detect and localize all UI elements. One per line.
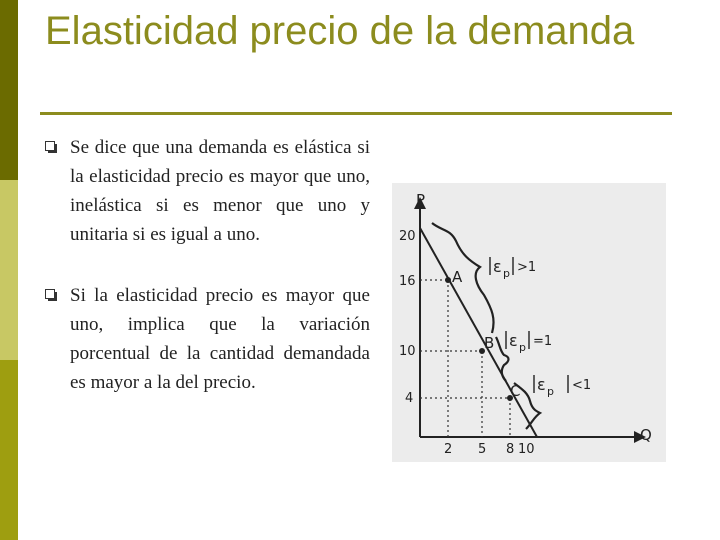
- svg-text:p: p: [503, 267, 510, 280]
- bullet-text: Si la elasticidad precio es mayor que uno, implica que la variación porcentual de la cantidad demandada es mayor a la del precio.: [70, 285, 370, 393]
- point-label: B: [484, 334, 495, 352]
- square-bullet-icon: [45, 141, 55, 151]
- svg-text:p: p: [519, 341, 526, 354]
- svg-text:p: p: [547, 385, 554, 398]
- svg-text:ε: ε: [509, 331, 518, 350]
- side-strip-middle: [0, 180, 18, 360]
- square-bullet-icon: [45, 289, 55, 299]
- elasticity-label: [534, 375, 591, 398]
- y-tick-label: 16: [399, 274, 416, 289]
- brace-icon: [432, 223, 494, 333]
- side-strip-top: [0, 0, 18, 180]
- x-tick-label: 10: [518, 442, 535, 457]
- elasticity-figure: [392, 183, 666, 462]
- svg-text:<1: <1: [572, 378, 592, 393]
- title-divider: [40, 112, 672, 115]
- x-tick-label: 8: [506, 442, 515, 457]
- bullet-list: [40, 133, 370, 429]
- y-axis-label: P: [416, 191, 426, 209]
- svg-text:ε: ε: [537, 375, 546, 394]
- bullet-text: Se dice que una demanda es elástica si la elasticidad precio es mayor que uno, inelástica si es menor que uno y unitaria si es igual a uno.: [70, 137, 370, 245]
- y-tick-label: 4: [405, 391, 414, 406]
- point-label: C: [510, 382, 521, 400]
- x-tick-label: 2: [444, 442, 453, 457]
- elasticity-label: [490, 257, 536, 280]
- side-strip-bottom: [0, 360, 18, 540]
- elasticity-label: [506, 331, 552, 354]
- demand-curve-diagram: [392, 183, 666, 462]
- slide-title: Elasticidad precio de la demanda: [45, 9, 635, 53]
- svg-text:=1: =1: [533, 334, 553, 349]
- point-label: A: [452, 268, 463, 286]
- x-tick-label: 5: [478, 442, 487, 457]
- svg-text:ε: ε: [493, 257, 502, 276]
- y-tick-label: 20: [399, 229, 416, 244]
- y-tick-label: 10: [399, 344, 416, 359]
- x-axis-label: Q: [640, 426, 652, 444]
- bullet-item: [40, 133, 370, 249]
- point-a: [445, 277, 451, 283]
- bullet-item: [40, 281, 370, 397]
- svg-text:>1: >1: [517, 260, 537, 275]
